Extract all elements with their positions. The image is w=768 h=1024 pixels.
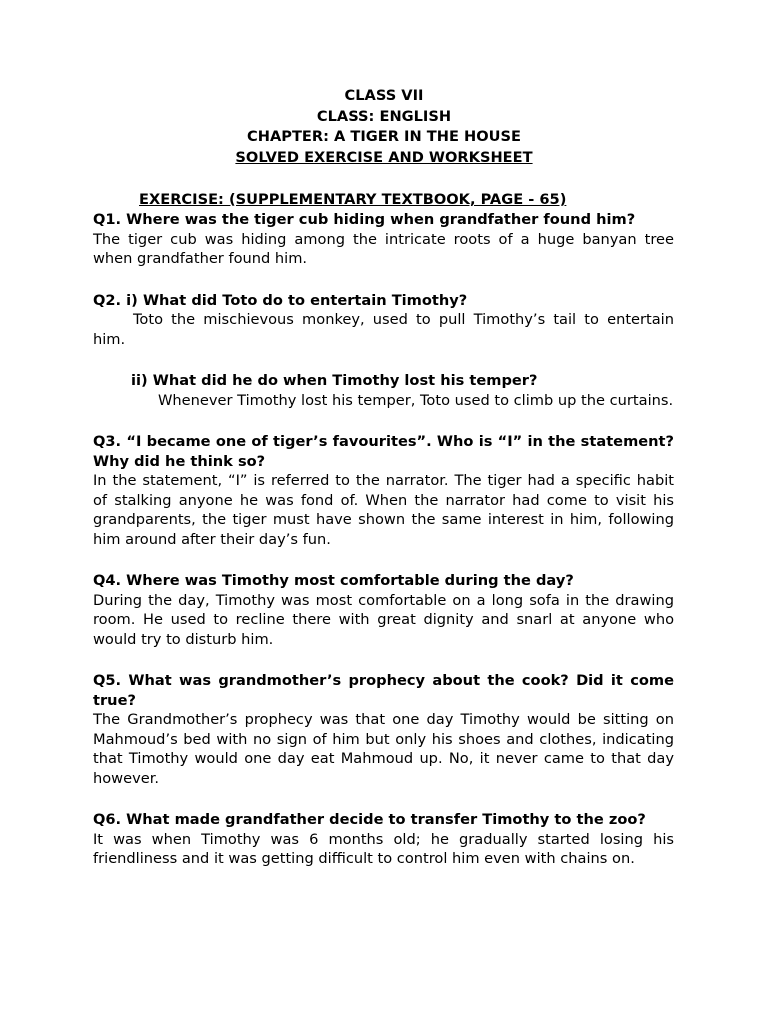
question-4: Q4. Where was Timothy most comfortable during the day? [93,572,574,589]
question-5: Q5. What was grandmother’s prophecy about the cook? Did it come true? [93,672,674,709]
answer-4: During the day, Timothy was most comfortable on a long sofa in the drawing room. He used to recline there with great dignity and snarl at anyone who would try to disturb him. [93,591,674,648]
question-2-ii: ii) What did he do when Timothy lost his temper? [131,372,538,389]
answer-3: In the statement, “I” is referred to the narrator. The tiger had a specific habit of stalking anyone he was fond of. When the narrator had come to visit his grandparents, the tiger must have shown the same interest in him, following him around after their day’s fun. [93,472,674,548]
chapter-line: CHAPTER: A TIGER IN THE HOUSE [247,128,521,146]
class-line: CLASS VII [344,87,424,104]
answer-2-ii: Whenever Timothy lost his temper, Toto used to climb up the curtains. [158,391,674,409]
answer-1: The tiger cub was hiding among the intricate roots of a huge banyan tree when grandfather found him. [93,230,674,267]
answer-2-i: Toto the mischievous monkey, used to pull Timothy’s tail to entertain him. [93,311,674,348]
answer-6: It was when Timothy was 6 months old; he gradually started losing his friendliness and it was getting difficult to control him even with chains on. [93,830,674,867]
worksheet-title: SOLVED EXERCISE AND WORKSHEET [235,148,533,166]
exercise-content [93,190,674,869]
question-6: Q6. What made grandfather decide to transfer Timothy to the zoo? [93,811,646,828]
question-2-i: Q2. i) What did Toto do to entertain Timothy? [93,291,468,309]
question-1: Q1. Where was the tiger cub hiding when grandfather found him? [93,211,636,228]
question-3: Q3. “I became one of tiger’s favourites”. Who is “I” in the statement? Why did he think so? [93,433,674,470]
document-header [0,86,768,168]
answer-5: The Grandmother’s prophecy was that one day Timothy would be sitting on Mahmoud’s bed with no sign of him but only his shoes and clothes, indicating that Timothy would one day eat Mahmoud up. No, it never came to that day however. [93,711,674,787]
subject-line: CLASS: ENGLISH [316,107,452,125]
exercise-heading: EXERCISE: (SUPPLEMENTARY TEXTBOOK, PAGE - 65) [139,191,567,208]
